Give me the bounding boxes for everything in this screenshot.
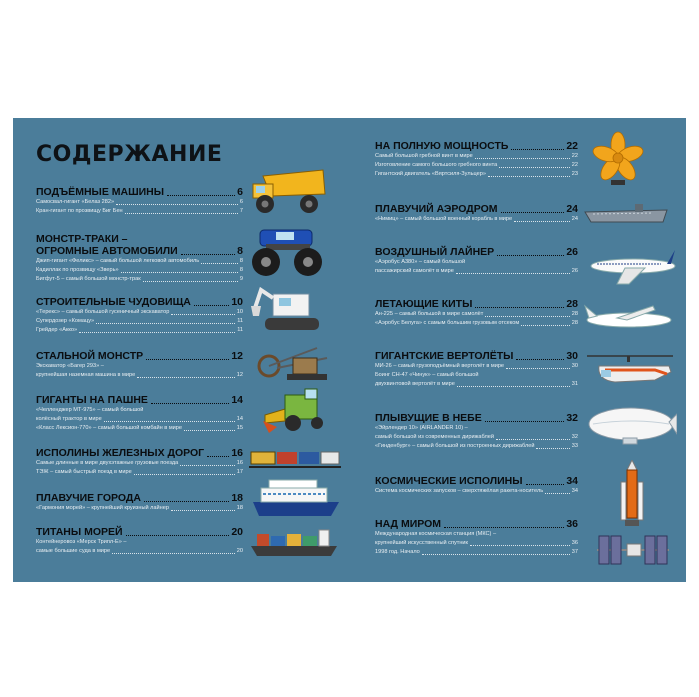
section-heading: ТИТАНЫ МОРЕЙ 20: [36, 526, 243, 538]
entry: двухвинтовой вертолёт в мире 31: [375, 381, 578, 387]
entry: «Гармония морей» – крупнейший круизный лайнер 18: [36, 505, 243, 511]
section-heading: ЛЕТАЮЩИЕ КИТЫ 28: [375, 298, 578, 310]
entry: Самый большой гребной винт в мире 22: [375, 153, 578, 159]
section-heading: НАД МИРОМ 36: [375, 518, 578, 530]
entry: Самые длинные в мире двухэтажные грузовые поезда 16: [36, 460, 243, 466]
entry: самый большой из современных дирижаблей 32: [375, 434, 578, 440]
entry: «Класс Лексион-770» – самый большой комбайн в мире 15: [36, 425, 243, 431]
section-heading: ИСПОЛИНЫ ЖЕЛЕЗНЫХ ДОРОГ 16: [36, 447, 243, 459]
section-heading: ГИГАНТСКИЕ ВЕРТОЛЁТЫ 30: [375, 350, 578, 362]
entry: крупнейшая наземная машина в мире 12: [36, 372, 243, 378]
section-giant-helicopters: [375, 350, 578, 389]
entry: Международная космическая станция (МКС) –: [375, 531, 497, 537]
section-steel-monster: [36, 350, 243, 380]
section-railway-giants: [36, 447, 243, 477]
entry: Экскаватор «Багер 293» –: [36, 363, 104, 369]
section-heading: ПЛАВУЧИЕ ГОРОДА 18: [36, 492, 243, 504]
entry: Джип-гигант «Феликс» – самый большой легковой автомобиль 8: [36, 258, 243, 264]
section-above-the-world: [375, 518, 578, 557]
propeller-icon: [591, 130, 645, 186]
section-floating-cities: [36, 492, 243, 513]
entry: «Челленджер МТ-975» – самый большой: [36, 407, 144, 413]
section-airliner: [375, 246, 578, 276]
section-heading-line1: МОНСТР-ТРАКИ –: [36, 233, 128, 245]
entry: Кран-гигант по прозвищу Биг Бен 7: [36, 208, 243, 214]
airship-icon: [585, 400, 677, 452]
section-heading: ПЛЫВУЩИЕ В НЕБЕ 32: [375, 412, 578, 424]
dump-truck-icon: [249, 166, 329, 216]
section-heading: ВОЗДУШНЫЙ ЛАЙНЕР 26: [375, 246, 578, 258]
entry: ТЭЖ – самый быстрый поезд в мире 17: [36, 469, 243, 475]
entry: «Аэробус Белуга» с самым большим грузовым отсеком 28: [375, 320, 578, 326]
section-heading: ГИГАНТЫ НА ПАШНЕ 14: [36, 394, 243, 406]
entry: «Терекс» – самый большой гусеничный экскаватор 10: [36, 309, 243, 315]
entry: Боинг CH-47 «Чинук» – самый большой: [375, 372, 479, 378]
section-sky-floaters: [375, 412, 578, 451]
helicopter-icon: [585, 350, 675, 394]
section-floating-airfield: [375, 203, 578, 224]
entry: Самосвал-гигант «Белаз 282» 6: [36, 199, 243, 205]
section-heading: СТАЛЬНОЙ МОНСТР 12: [36, 350, 243, 362]
page-title: СОДЕРЖАНИЕ: [36, 142, 223, 167]
section-heading: ПЛАВУЧИЙ АЭРОДРОМ 24: [375, 203, 578, 215]
entry: Супердозер «Комацу» 11: [36, 318, 243, 324]
monster-truck-icon: [246, 224, 330, 278]
entry: «Нимиц» – самый большой военный корабль в мире 24: [375, 216, 578, 222]
entry: Бигфут-5 – самый большой монстр-трак 9: [36, 276, 243, 282]
airliner-icon: [585, 246, 677, 288]
section-heading: НА ПОЛНУЮ МОЩНОСТЬ 22: [375, 140, 578, 152]
section-full-power: [375, 140, 578, 179]
entry: колёсный трактор в мире 14: [36, 416, 243, 422]
space-station-icon: [593, 528, 673, 574]
section-sea-titans: [36, 526, 243, 556]
section-monster-trucks: [36, 233, 243, 284]
section-field-giants: [36, 394, 243, 433]
rocket-icon: [619, 460, 645, 528]
entry: Изготовление самого большого гребного винта 22: [375, 162, 578, 168]
entry: Грейдер «Акко» 11: [36, 327, 243, 333]
combine-harvester-icon: [261, 385, 333, 433]
entry: Кадиллак по прозвищу «Зверь» 8: [36, 267, 243, 273]
cargo-plane-icon: [583, 298, 675, 338]
contents-page: [13, 118, 686, 582]
entry: крупнейший искусственный спутник 36: [375, 540, 578, 546]
section-heading: СТРОИТЕЛЬНЫЕ ЧУДОВИЩА 10: [36, 296, 243, 308]
entry: «Аэробус A380» – самый большой: [375, 259, 466, 265]
section-heading: КОСМИЧЕСКИЕ ИСПОЛИНЫ 34: [375, 475, 578, 487]
aircraft-carrier-icon: [583, 204, 669, 226]
entry: Контейнеровоз «Мерск Трипл-Е» –: [36, 539, 127, 545]
freight-train-icon: [249, 448, 341, 470]
entry: «Эйрлендер 10» (AIRLANDER 10) –: [375, 425, 468, 431]
section-lifting-machines: [36, 186, 243, 216]
entry: 1998 год. Начало 37: [375, 549, 578, 555]
entry: «Гинденбург» – самый большой из построенных дирижаблей 33: [375, 443, 578, 449]
bucket-wheel-excavator-icon: [257, 338, 333, 384]
cruise-ship-icon: [251, 476, 341, 520]
section-heading: ПОДЪЁМНЫЕ МАШИНЫ 6: [36, 186, 243, 198]
excavator-icon: [251, 284, 329, 336]
entry: Ан-225 – самый большой в мире самолёт 28: [375, 311, 578, 317]
entry: самые большие суда в мире 20: [36, 548, 243, 554]
section-flying-whales: [375, 298, 578, 328]
entry: пассажирский самолёт в мире 26: [375, 268, 578, 274]
section-construction: [36, 296, 243, 335]
entry: МИ-26 – самый грузоподъёмный вертолёт в мире 30: [375, 363, 578, 369]
section-space-giants: [375, 475, 578, 496]
container-ship-icon: [249, 528, 339, 558]
section-heading: ОГРОМНЫЕ АВТОМОБИЛИ 8: [36, 245, 243, 257]
entry: Гигантский двигатель «Вяртсиля-Зульцер» 23: [375, 171, 578, 177]
entry: Система космических запусков – сверхтяжёлая ракета-носитель 34: [375, 488, 578, 494]
